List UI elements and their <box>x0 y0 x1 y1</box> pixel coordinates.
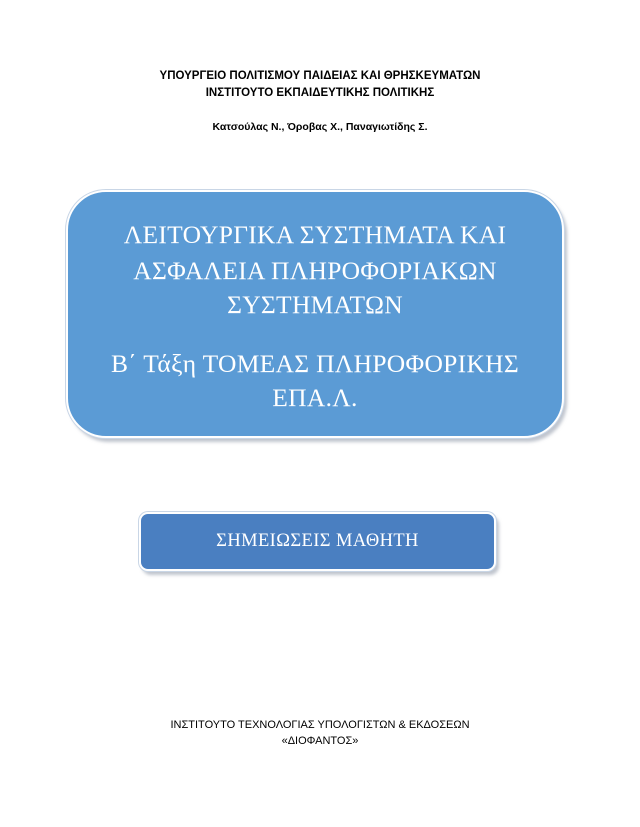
grade-sector-line: Β΄ Τάξη ΤΟΜΕΑΣ ΠΛΗΡΟΦΟΡΙΚΗΣ <box>110 349 520 378</box>
publisher-line: ΙΝΣΤΙΤΟΥΤΟ ΤΕΧΝΟΛΟΓΙΑΣ ΥΠΟΛΟΓΙΣΤΩΝ & ΕΚΔΟΣΕΩΝ <box>170 719 470 731</box>
school-type-line: ΕΠΑ.Λ. <box>272 383 358 412</box>
title-line-1: ΛΕΙΤΟΥΡΓΙΚΑ ΣΥΣΤΗΜΑΤΑ ΚΑΙ <box>123 220 507 249</box>
title-line-2: ΑΣΦΑΛΕΙΑ ΠΛΗΡΟΦΟΡΙΑΚΩΝ <box>133 256 497 285</box>
title-box <box>66 190 564 438</box>
ministry-heading: ΥΠΟΥΡΓΕΙΟ ΠΟΛΙΤΙΣΜΟΥ ΠΑΙΔΕΙΑΣ ΚΑΙ ΘΡΗΣΚΕΥΜΑΤΩΝ <box>159 70 481 82</box>
student-notes-label: ΣΗΜΕΙΩΣΕΙΣ ΜΑΘΗΤΗ <box>139 512 496 571</box>
title-line-3: ΣΥΣΤΗΜΑΤΩΝ <box>227 290 403 319</box>
authors-line: Κατσούλας Ν., Όροβας Χ., Παναγιωτίδης Σ. <box>212 121 428 133</box>
institute-heading: ΙΝΣΤΙΤΟΥΤΟ ΕΚΠΑΙΔΕΥΤΙΚΗΣ ΠΟΛΙΤΙΚΗΣ <box>205 87 435 99</box>
publisher-name: «ΔΙΟΦΑΝΤΟΣ» <box>281 735 359 747</box>
